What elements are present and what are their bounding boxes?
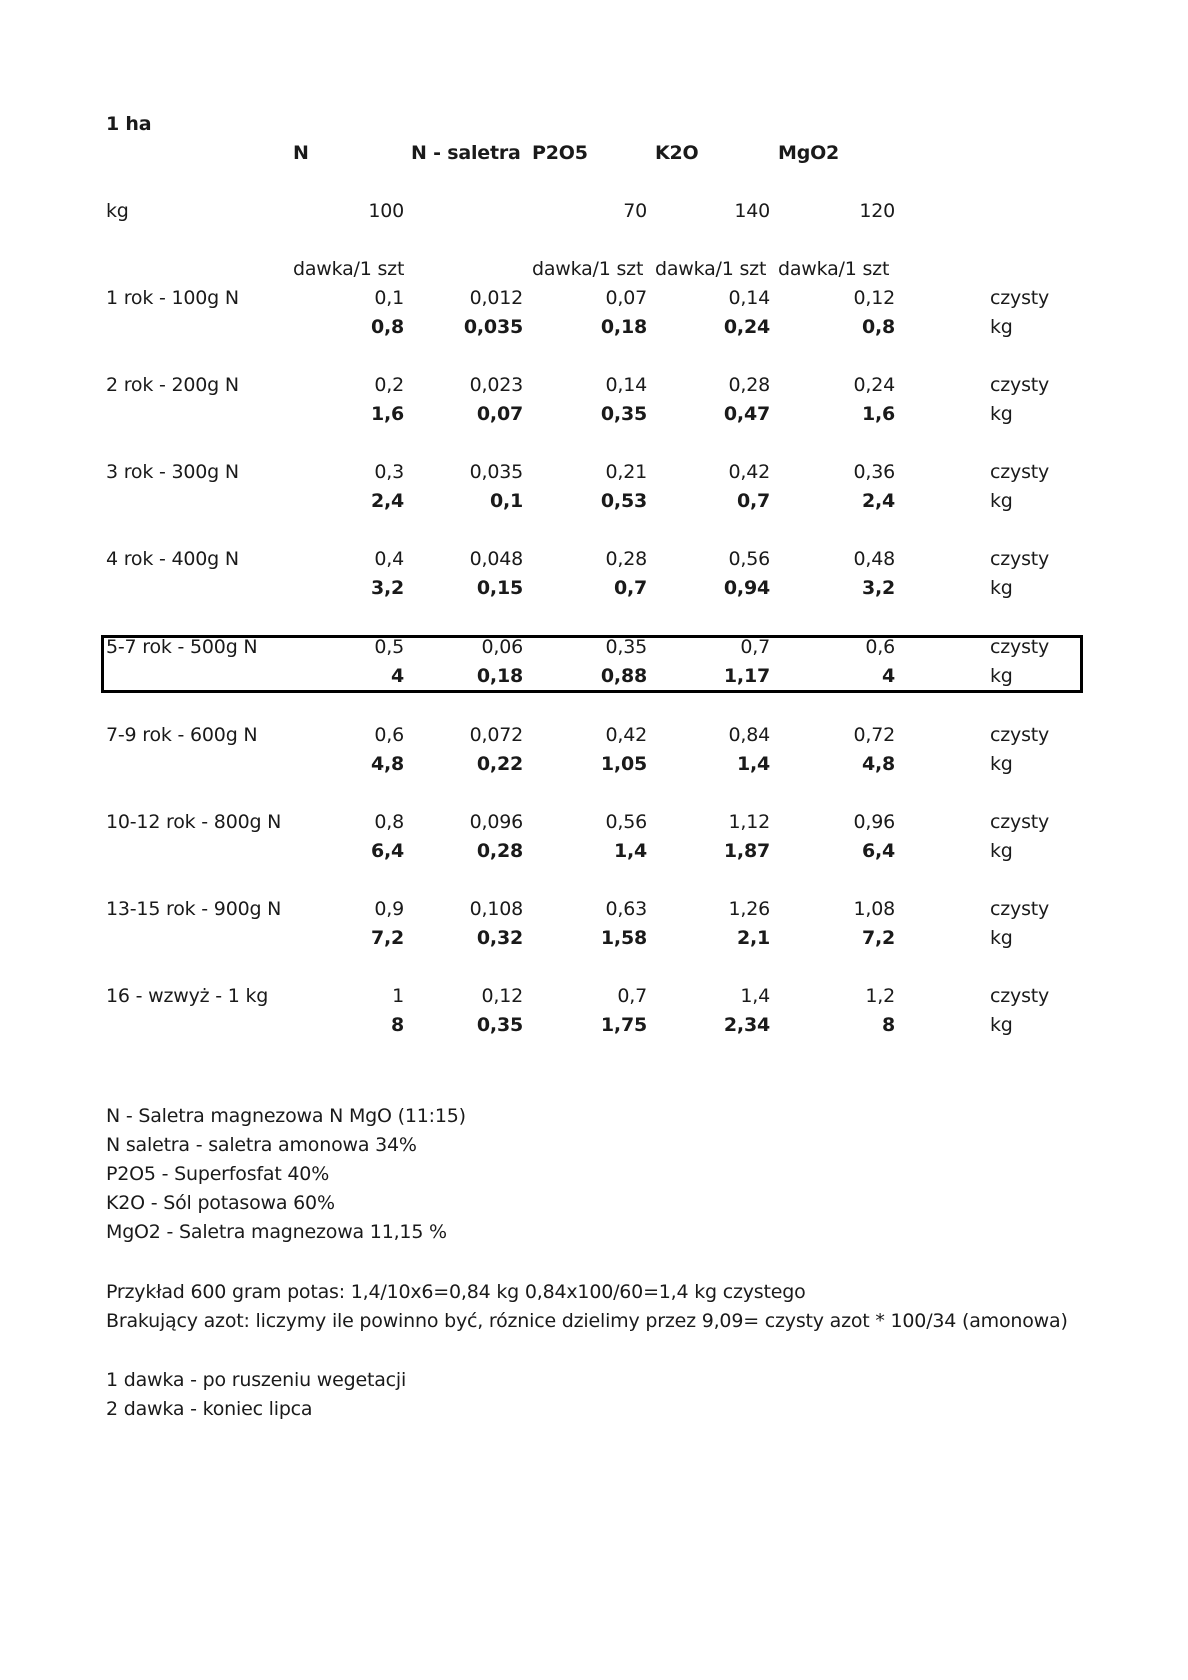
column-header-mgo2: MgO2 bbox=[778, 142, 840, 164]
pure-value-n-saletra: 0,06 bbox=[481, 636, 523, 658]
pure-value-n: 0,5 bbox=[374, 636, 404, 658]
kg-value-n-saletra: 0,1 bbox=[489, 490, 523, 512]
kg-value-k2o: 1,87 bbox=[723, 840, 770, 862]
pure-value-n-saletra: 0,048 bbox=[469, 548, 523, 570]
pure-value-n-saletra: 0,012 bbox=[469, 287, 523, 309]
kg-row-label: kg bbox=[106, 200, 129, 222]
legend-line: K2O - Sól potasowa 60% bbox=[106, 1192, 335, 1214]
kg-value-n-saletra: 0,32 bbox=[476, 927, 523, 949]
unit-kg: kg bbox=[990, 927, 1013, 949]
kg-value-mgo2: 1,6 bbox=[861, 403, 895, 425]
unit-kg: kg bbox=[990, 665, 1013, 687]
pure-value-k2o: 0,14 bbox=[728, 287, 770, 309]
kg-value-k2o: 0,47 bbox=[723, 403, 770, 425]
kg-value-k2o: 1,4 bbox=[736, 753, 770, 775]
pure-value-p2o5: 0,56 bbox=[605, 811, 647, 833]
unit-kg: kg bbox=[990, 490, 1013, 512]
unit-czysty: czysty bbox=[990, 811, 1050, 833]
pure-value-k2o: 1,12 bbox=[728, 811, 770, 833]
unit-czysty: czysty bbox=[990, 461, 1050, 483]
pure-value-n: 0,8 bbox=[374, 811, 404, 833]
kg-value-n: 7,2 bbox=[370, 927, 404, 949]
row-label: 13-15 rok - 900g N bbox=[106, 898, 282, 920]
pure-value-n: 0,2 bbox=[374, 374, 404, 396]
unit-czysty: czysty bbox=[990, 374, 1050, 396]
kg-value-mgo2: 4 bbox=[881, 665, 895, 687]
unit-czysty: czysty bbox=[990, 636, 1050, 658]
kg-value-p2o5: 1,4 bbox=[613, 840, 647, 862]
kg-value-n: 2,4 bbox=[370, 490, 404, 512]
kg-value-p2o5: 0,7 bbox=[613, 577, 647, 599]
column-header-n: N bbox=[293, 142, 309, 164]
pure-value-mgo2: 0,12 bbox=[853, 287, 895, 309]
kg-value-p2o5: 70 bbox=[623, 200, 647, 222]
pure-value-n-saletra: 0,108 bbox=[469, 898, 523, 920]
pure-value-mgo2: 1,08 bbox=[853, 898, 895, 920]
pure-value-n: 0,9 bbox=[374, 898, 404, 920]
pure-value-mgo2: 0,24 bbox=[853, 374, 895, 396]
kg-value-n: 100 bbox=[368, 200, 404, 222]
pure-value-mgo2: 0,36 bbox=[853, 461, 895, 483]
pure-value-mgo2: 0,6 bbox=[865, 636, 895, 658]
pure-value-n-saletra: 0,023 bbox=[469, 374, 523, 396]
row-label: 7-9 rok - 600g N bbox=[106, 724, 258, 746]
kg-value-n: 4 bbox=[390, 665, 404, 687]
row-label: 3 rok - 300g N bbox=[106, 461, 239, 483]
kg-value-n: 3,2 bbox=[370, 577, 404, 599]
kg-value-p2o5: 1,75 bbox=[600, 1014, 647, 1036]
pure-value-n: 1 bbox=[392, 985, 404, 1007]
kg-value-p2o5: 0,35 bbox=[600, 403, 647, 425]
pure-value-mgo2: 1,2 bbox=[865, 985, 895, 1007]
pure-value-p2o5: 0,21 bbox=[605, 461, 647, 483]
pure-value-p2o5: 0,14 bbox=[605, 374, 647, 396]
kg-value-n: 6,4 bbox=[370, 840, 404, 862]
pure-value-n-saletra: 0,072 bbox=[469, 724, 523, 746]
kg-value-n-saletra: 0,22 bbox=[476, 753, 523, 775]
pure-value-p2o5: 0,42 bbox=[605, 724, 647, 746]
pure-value-mgo2: 0,48 bbox=[853, 548, 895, 570]
kg-value-n-saletra: 0,28 bbox=[476, 840, 523, 862]
row-label: 4 rok - 400g N bbox=[106, 548, 239, 570]
kg-value-k2o: 2,1 bbox=[736, 927, 770, 949]
pure-value-p2o5: 0,28 bbox=[605, 548, 647, 570]
dawka-label-k2o: dawka/1 szt bbox=[655, 258, 767, 280]
kg-value-n-saletra: 0,07 bbox=[476, 403, 523, 425]
kg-value-p2o5: 0,53 bbox=[600, 490, 647, 512]
dawka-label-n: dawka/1 szt bbox=[293, 258, 405, 280]
pure-value-k2o: 0,84 bbox=[728, 724, 770, 746]
legend-line: MgO2 - Saletra magnezowa 11,15 % bbox=[106, 1221, 447, 1243]
unit-kg: kg bbox=[990, 577, 1013, 599]
kg-value-n-saletra: 0,35 bbox=[476, 1014, 523, 1036]
pure-value-p2o5: 0,7 bbox=[617, 985, 647, 1007]
column-header-n-saletra: N - saletra bbox=[411, 142, 521, 164]
kg-value-n-saletra: 0,15 bbox=[476, 577, 523, 599]
unit-czysty: czysty bbox=[990, 724, 1050, 746]
kg-value-mgo2: 4,8 bbox=[861, 753, 895, 775]
kg-value-p2o5: 0,18 bbox=[600, 316, 647, 338]
unit-kg: kg bbox=[990, 316, 1013, 338]
pure-value-n: 0,4 bbox=[374, 548, 404, 570]
kg-value-k2o: 0,94 bbox=[723, 577, 770, 599]
kg-value-k2o: 140 bbox=[734, 200, 770, 222]
kg-value-p2o5: 1,58 bbox=[600, 927, 647, 949]
kg-value-n: 8 bbox=[390, 1014, 404, 1036]
kg-value-k2o: 1,17 bbox=[723, 665, 770, 687]
kg-value-n-saletra: 0,035 bbox=[463, 316, 523, 338]
pure-value-k2o: 1,26 bbox=[728, 898, 770, 920]
unit-kg: kg bbox=[990, 403, 1013, 425]
kg-value-mgo2: 120 bbox=[859, 200, 895, 222]
unit-kg: kg bbox=[990, 1014, 1013, 1036]
row-label: 16 - wzwyż - 1 kg bbox=[106, 985, 269, 1007]
pure-value-n: 0,1 bbox=[374, 287, 404, 309]
pure-value-k2o: 0,56 bbox=[728, 548, 770, 570]
pure-value-n-saletra: 0,096 bbox=[469, 811, 523, 833]
kg-value-n: 0,8 bbox=[370, 316, 404, 338]
kg-value-mgo2: 6,4 bbox=[861, 840, 895, 862]
unit-czysty: czysty bbox=[990, 898, 1050, 920]
pure-value-p2o5: 0,35 bbox=[605, 636, 647, 658]
pure-value-k2o: 0,28 bbox=[728, 374, 770, 396]
example-line: Przykład 600 gram potas: 1,4/10x6=0,84 kg 0,84x100/60=1,4 kg czystego bbox=[106, 1281, 806, 1303]
kg-value-k2o: 2,34 bbox=[723, 1014, 770, 1036]
column-header-k2o: K2O bbox=[655, 142, 699, 164]
dawka-label-p2o5: dawka/1 szt bbox=[532, 258, 644, 280]
pure-value-p2o5: 0,63 bbox=[605, 898, 647, 920]
kg-value-n: 1,6 bbox=[370, 403, 404, 425]
pure-value-k2o: 0,7 bbox=[740, 636, 770, 658]
column-header-p2o5: P2O5 bbox=[532, 142, 588, 164]
unit-kg: kg bbox=[990, 753, 1013, 775]
kg-value-k2o: 0,24 bbox=[723, 316, 770, 338]
dose-line: 1 dawka - po ruszeniu wegetacji bbox=[106, 1369, 407, 1391]
pure-value-n: 0,3 bbox=[374, 461, 404, 483]
page-title: 1 ha bbox=[106, 113, 152, 135]
pure-value-k2o: 0,42 bbox=[728, 461, 770, 483]
row-label: 5-7 rok - 500g N bbox=[106, 636, 258, 658]
kg-value-n-saletra: 0,18 bbox=[476, 665, 523, 687]
kg-value-mgo2: 0,8 bbox=[861, 316, 895, 338]
pure-value-mgo2: 0,72 bbox=[853, 724, 895, 746]
pure-value-mgo2: 0,96 bbox=[853, 811, 895, 833]
row-label: 2 rok - 200g N bbox=[106, 374, 239, 396]
dose-line: 2 dawka - koniec lipca bbox=[106, 1398, 313, 1420]
kg-value-mgo2: 7,2 bbox=[861, 927, 895, 949]
pure-value-n-saletra: 0,035 bbox=[469, 461, 523, 483]
legend-line: P2O5 - Superfosfat 40% bbox=[106, 1163, 330, 1185]
pure-value-p2o5: 0,07 bbox=[605, 287, 647, 309]
kg-value-n: 4,8 bbox=[370, 753, 404, 775]
kg-value-mgo2: 2,4 bbox=[861, 490, 895, 512]
kg-value-mgo2: 8 bbox=[881, 1014, 895, 1036]
unit-czysty: czysty bbox=[990, 287, 1050, 309]
unit-kg: kg bbox=[990, 840, 1013, 862]
unit-czysty: czysty bbox=[990, 985, 1050, 1007]
legend-line: N - Saletra magnezowa N MgO (11:15) bbox=[106, 1105, 466, 1127]
unit-czysty: czysty bbox=[990, 548, 1050, 570]
kg-value-k2o: 0,7 bbox=[736, 490, 770, 512]
legend-line: N saletra - saletra amonowa 34% bbox=[106, 1134, 417, 1156]
pure-value-n-saletra: 0,12 bbox=[481, 985, 523, 1007]
example-line: Brakujący azot: liczymy ile powinno być, róznice dzielimy przez 9,09= czysty azot * 100/34 (amonowa) bbox=[106, 1310, 1068, 1332]
dawka-label-mgo2: dawka/1 szt bbox=[778, 258, 890, 280]
row-label: 10-12 rok - 800g N bbox=[106, 811, 282, 833]
kg-value-p2o5: 0,88 bbox=[600, 665, 647, 687]
pure-value-k2o: 1,4 bbox=[740, 985, 770, 1007]
pure-value-n: 0,6 bbox=[374, 724, 404, 746]
kg-value-mgo2: 3,2 bbox=[861, 577, 895, 599]
highlight-box bbox=[101, 635, 1083, 693]
row-label: 1 rok - 100g N bbox=[106, 287, 239, 309]
kg-value-p2o5: 1,05 bbox=[600, 753, 647, 775]
